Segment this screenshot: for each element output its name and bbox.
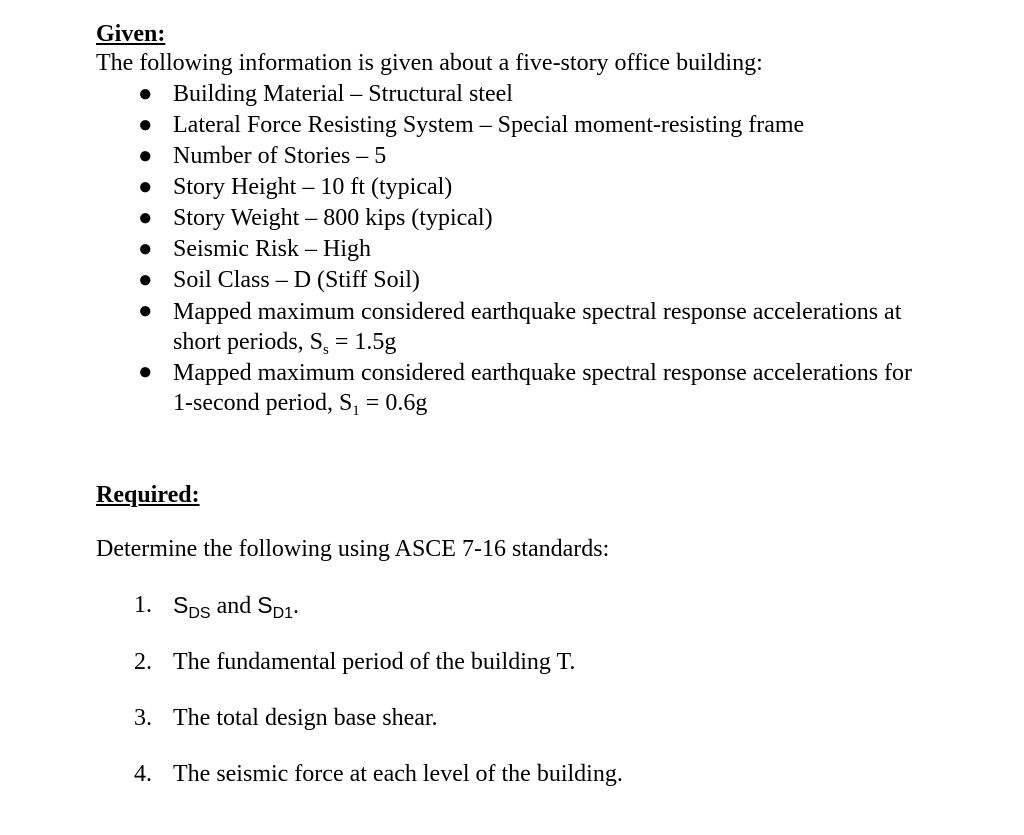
list-item-text: Lateral Force Resisting System – Special moment-resisting frame xyxy=(173,112,805,138)
ss-line1: Mapped maximum considered earthquake spectral response accelerations at xyxy=(173,299,902,325)
bullet-icon: ● xyxy=(138,112,153,138)
list-item-ss xyxy=(96,296,996,357)
determine-instruction: Determine the following using ASCE 7-16 standards: xyxy=(96,536,610,562)
required-list xyxy=(96,589,996,790)
list-item xyxy=(96,110,996,141)
required-item-text: The seismic force at each level of the building. xyxy=(173,761,623,787)
and-text: and xyxy=(210,593,258,619)
item-number: 1. xyxy=(134,592,152,618)
list-item-text: Story Height – 10 ft (typical) xyxy=(173,174,453,200)
given-heading: Given: xyxy=(96,21,166,47)
list-item xyxy=(96,141,996,172)
sds-subscript: DS xyxy=(188,605,211,622)
required-item xyxy=(96,758,996,790)
required-item xyxy=(96,702,996,734)
item-number: 2. xyxy=(134,649,152,675)
item-tail: . xyxy=(293,593,300,619)
required-item xyxy=(96,646,996,678)
bullet-icon: ● xyxy=(138,205,153,231)
list-item xyxy=(96,79,996,110)
list-item xyxy=(96,203,996,234)
required-item xyxy=(96,589,996,622)
bullet-icon: ● xyxy=(138,81,153,107)
list-item xyxy=(96,265,996,296)
s1-line1: Mapped maximum considered earthquake spectral response accelerations for xyxy=(173,360,913,386)
list-item-s1 xyxy=(96,357,996,418)
bullet-icon: ● xyxy=(138,236,153,262)
s1-line2-prefix: 1-second period, S xyxy=(173,390,353,416)
item-number: 3. xyxy=(134,705,152,731)
required-item-text: The fundamental period of the building T. xyxy=(173,649,576,675)
ss-line2-prefix: short periods, S xyxy=(173,329,323,355)
required-section xyxy=(96,481,996,790)
list-item-text: Building Material – Structural steel xyxy=(173,81,513,107)
list-item-text: Number of Stories – 5 xyxy=(173,143,387,169)
list-item-text: Soil Class – D (Stiff Soil) xyxy=(173,267,420,293)
given-intro: The following information is given about a five-story office building: xyxy=(96,50,763,76)
sds-symbol: S xyxy=(173,592,189,618)
s1-value: = 0.6g xyxy=(359,390,428,416)
ss-subscript: s xyxy=(323,342,329,358)
bullet-icon: ● xyxy=(138,143,153,169)
s1-subscript: 1 xyxy=(352,403,360,419)
sd1-subscript: D1 xyxy=(272,605,294,622)
required-item-text: The total design base shear. xyxy=(173,705,438,731)
bullet-icon: ● xyxy=(138,298,153,324)
list-item-text: Seismic Risk – High xyxy=(173,236,372,262)
ss-value: = 1.5g xyxy=(328,329,397,355)
list-item-text: Story Weight – 800 kips (typical) xyxy=(173,205,493,231)
item-number: 4. xyxy=(134,761,152,787)
bullet-icon: ● xyxy=(138,267,153,293)
required-heading: Required: xyxy=(96,482,200,508)
given-section xyxy=(96,20,996,418)
bullet-icon: ● xyxy=(138,174,153,200)
list-item xyxy=(96,172,996,203)
bullet-icon: ● xyxy=(138,359,153,385)
sd1-symbol: S xyxy=(257,592,273,618)
list-item xyxy=(96,234,996,265)
given-list xyxy=(96,79,996,418)
